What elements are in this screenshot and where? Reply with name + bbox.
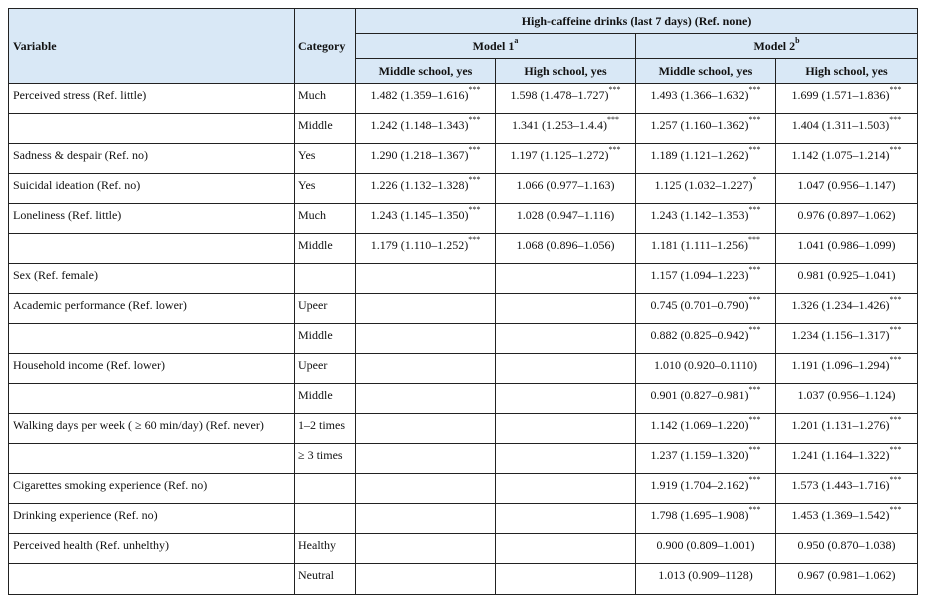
cell-value: 0.901 (0.827–0.981) (650, 388, 749, 402)
cell-m1-hs (496, 324, 636, 354)
cell-value: 1.243 (1.142–1.353) (650, 208, 749, 222)
table-row (9, 354, 918, 384)
cell-category: Middle (295, 114, 356, 144)
cell-m2-hs (776, 564, 918, 595)
cell-m1-hs (496, 144, 636, 174)
cell-m2-hs (776, 234, 918, 264)
significance-marker: *** (748, 205, 761, 214)
significance-marker: *** (748, 505, 761, 514)
cell-m1-hs (496, 114, 636, 144)
cell-m2-ms (636, 114, 776, 144)
cell-variable (9, 324, 295, 354)
cell-m1-hs (496, 354, 636, 384)
significance-marker: *** (748, 235, 761, 244)
cell-m1-hs (496, 174, 636, 204)
cell-value: 1.066 (0.977–1.163) (516, 178, 615, 192)
cell-value: 1.257 (1.160–1.362) (650, 118, 749, 132)
cell-value: 1.482 (1.359–1.616) (370, 88, 469, 102)
cell-m2-ms (636, 174, 776, 204)
cell-m2-ms (636, 534, 776, 564)
cell-category: Middle (295, 324, 356, 354)
cell-value: 1.013 (0.909–1128) (658, 568, 753, 582)
cell-m2-ms (636, 234, 776, 264)
header-variable: Variable (9, 9, 295, 84)
cell-value: 1.226 (1.132–1.328) (370, 178, 469, 192)
header-category: Category (295, 9, 356, 84)
cell-m2-ms (636, 294, 776, 324)
cell-variable (9, 564, 295, 595)
cell-category: Yes (295, 144, 356, 174)
cell-m1-ms (356, 114, 496, 144)
cell-m1-hs (496, 234, 636, 264)
significance-marker: *** (889, 445, 902, 454)
cell-category: Neutral (295, 564, 356, 595)
header-outcome: High-caffeine drinks (last 7 days) (Ref. none) (356, 9, 918, 34)
cell-m2-hs (776, 444, 918, 474)
significance-marker: *** (607, 115, 619, 124)
significance-marker: *** (468, 85, 481, 94)
cell-m2-hs (776, 174, 918, 204)
cell-category: Healthy (295, 534, 356, 564)
cell-m2-hs (776, 324, 918, 354)
cell-category: Upeer (295, 294, 356, 324)
cell-value: 0.967 (0.981–1.062) (797, 568, 896, 582)
cell-variable: Loneliness (Ref. little) (9, 204, 295, 234)
header-m1-middle-school: Middle school, yes (356, 59, 496, 84)
cell-m1-hs (496, 84, 636, 114)
significance-marker: *** (468, 235, 481, 244)
cell-m1-hs (496, 294, 636, 324)
table-header (9, 9, 918, 84)
header-m2-high-school: High school, yes (776, 59, 918, 84)
significance-marker: *** (748, 145, 761, 154)
cell-value: 0.981 (0.925–1.041) (797, 268, 896, 282)
cell-value: 0.976 (0.897–1.062) (797, 208, 896, 222)
cell-m1-ms (356, 264, 496, 294)
significance-marker: *** (608, 145, 621, 154)
cell-m2-ms (636, 474, 776, 504)
header-model-2-label: Model 2 (753, 38, 796, 53)
cell-m2-ms (636, 444, 776, 474)
significance-marker: *** (748, 445, 761, 454)
cell-value: 1.047 (0.956–1.147) (797, 178, 896, 192)
table-row (9, 174, 918, 204)
cell-m1-ms (356, 294, 496, 324)
cell-value: 1.234 (1.156–1.317) (791, 328, 890, 342)
cell-value: 1.493 (1.366–1.632) (650, 88, 749, 102)
significance-marker: *** (748, 265, 761, 274)
significance-marker: *** (748, 385, 761, 394)
cell-value: 1.142 (1.075–1.214) (791, 148, 890, 162)
significance-marker: *** (468, 205, 481, 214)
header-model-1-label: Model 1 (472, 38, 515, 53)
significance-marker: *** (468, 175, 481, 184)
cell-category: Upeer (295, 354, 356, 384)
table-row (9, 444, 918, 474)
significance-marker: *** (889, 115, 902, 124)
cell-m1-ms (356, 174, 496, 204)
table-row (9, 564, 918, 595)
significance-marker: *** (748, 325, 761, 334)
cell-value: 1.242 (1.148–1.343) (370, 118, 469, 132)
cell-m2-ms (636, 324, 776, 354)
cell-m1-hs (496, 264, 636, 294)
cell-category: Much (295, 204, 356, 234)
cell-value: 1.241 (1.164–1.322) (791, 448, 890, 462)
cell-m2-ms (636, 384, 776, 414)
cell-m1-hs (496, 474, 636, 504)
cell-m1-ms (356, 384, 496, 414)
cell-category (295, 504, 356, 534)
cell-variable: Cigarettes smoking experience (Ref. no) (9, 474, 295, 504)
significance-marker: *** (748, 85, 761, 94)
cell-m2-hs (776, 204, 918, 234)
cell-m2-ms (636, 144, 776, 174)
cell-category: Much (295, 84, 356, 114)
cell-value: 1.699 (1.571–1.836) (791, 88, 890, 102)
cell-value: 0.950 (0.870–1.038) (797, 538, 896, 552)
cell-value: 1.142 (1.069–1.220) (650, 418, 749, 432)
cell-variable: Household income (Ref. lower) (9, 354, 295, 384)
cell-variable (9, 444, 295, 474)
cell-value: 1.341 (1.253–1.4.4) (512, 118, 607, 132)
significance-marker: *** (748, 415, 761, 424)
table-row (9, 84, 918, 114)
cell-value: 1.243 (1.145–1.350) (370, 208, 469, 222)
table-row (9, 144, 918, 174)
table-row (9, 414, 918, 444)
table-row (9, 384, 918, 414)
cell-m2-hs (776, 84, 918, 114)
cell-m1-hs (496, 504, 636, 534)
cell-m2-hs (776, 384, 918, 414)
cell-m2-hs (776, 474, 918, 504)
cell-value: 0.745 (0.701–0.790) (650, 298, 749, 312)
cell-variable: Suicidal ideation (Ref. no) (9, 174, 295, 204)
cell-variable: Sex (Ref. female) (9, 264, 295, 294)
table-row (9, 324, 918, 354)
cell-m2-ms (636, 264, 776, 294)
cell-value: 1.573 (1.443–1.716) (791, 478, 890, 492)
significance-marker: *** (889, 415, 902, 424)
cell-m2-ms (636, 84, 776, 114)
significance-marker: *** (889, 355, 902, 364)
cell-m1-ms (356, 84, 496, 114)
significance-marker: *** (889, 295, 902, 304)
cell-m2-ms (636, 414, 776, 444)
table-row (9, 534, 918, 564)
cell-value: 1.037 (0.956–1.124) (797, 388, 896, 402)
table-row (9, 204, 918, 234)
cell-variable: Perceived stress (Ref. little) (9, 84, 295, 114)
cell-m1-ms (356, 564, 496, 595)
table-body (9, 84, 918, 595)
cell-value: 1.326 (1.234–1.426) (791, 298, 890, 312)
results-table-container (8, 8, 918, 595)
significance-marker: *** (468, 145, 481, 154)
significance-marker: *** (889, 505, 902, 514)
cell-category (295, 264, 356, 294)
cell-m1-ms (356, 414, 496, 444)
cell-m1-hs (496, 384, 636, 414)
cell-m2-hs (776, 534, 918, 564)
cell-category: Yes (295, 174, 356, 204)
cell-m2-hs (776, 414, 918, 444)
cell-value: 1.237 (1.159–1.320) (650, 448, 749, 462)
cell-m2-ms (636, 204, 776, 234)
cell-m1-ms (356, 324, 496, 354)
cell-value: 1.068 (0.896–1.056) (516, 238, 615, 252)
cell-m2-ms (636, 354, 776, 384)
cell-m2-hs (776, 354, 918, 384)
table-row (9, 294, 918, 324)
header-model-1-footnote: a (514, 35, 519, 45)
cell-value: 1.028 (0.947–1.116) (516, 208, 615, 222)
cell-m2-hs (776, 294, 918, 324)
cell-m1-ms (356, 534, 496, 564)
cell-value: 1.290 (1.218–1.367) (370, 148, 469, 162)
table-row (9, 264, 918, 294)
significance-marker: * (752, 175, 757, 184)
significance-marker: *** (889, 325, 902, 334)
cell-value: 0.882 (0.825–0.942) (650, 328, 749, 342)
cell-m2-ms (636, 564, 776, 595)
table-row (9, 504, 918, 534)
significance-marker: *** (889, 475, 902, 484)
significance-marker: *** (748, 295, 761, 304)
significance-marker: *** (748, 115, 761, 124)
table-row (9, 114, 918, 144)
header-m2-middle-school: Middle school, yes (636, 59, 776, 84)
cell-m2-hs (776, 114, 918, 144)
cell-m2-hs (776, 144, 918, 174)
cell-value: 1.157 (1.094–1.223) (650, 268, 749, 282)
cell-m1-hs (496, 414, 636, 444)
cell-variable: Drinking experience (Ref. no) (9, 504, 295, 534)
cell-m1-hs (496, 564, 636, 595)
cell-variable: Academic performance (Ref. lower) (9, 294, 295, 324)
cell-variable: Sadness & despair (Ref. no) (9, 144, 295, 174)
cell-category: Middle (295, 234, 356, 264)
cell-value: 1.041 (0.986–1.099) (797, 238, 896, 252)
cell-m1-hs (496, 534, 636, 564)
header-model-2 (636, 34, 918, 59)
cell-value: 1.453 (1.369–1.542) (791, 508, 890, 522)
cell-m1-ms (356, 474, 496, 504)
table-row (9, 474, 918, 504)
cell-value: 1.179 (1.110–1.252) (370, 238, 469, 252)
significance-marker: *** (748, 475, 761, 484)
cell-variable (9, 234, 295, 264)
significance-marker: *** (889, 85, 902, 94)
cell-value: 1.189 (1.121–1.262) (650, 148, 749, 162)
cell-value: 0.900 (0.809–1.001) (656, 538, 755, 552)
cell-variable (9, 384, 295, 414)
cell-category (295, 474, 356, 504)
cell-m1-hs (496, 204, 636, 234)
header-m1-high-school: High school, yes (496, 59, 636, 84)
cell-value: 1.191 (1.096–1.294) (791, 358, 890, 372)
cell-value: 1.197 (1.125–1.272) (510, 148, 609, 162)
cell-variable (9, 114, 295, 144)
cell-m2-ms (636, 504, 776, 534)
cell-m1-ms (356, 144, 496, 174)
cell-m1-ms (356, 444, 496, 474)
significance-marker: *** (889, 145, 902, 154)
cell-m2-hs (776, 504, 918, 534)
cell-m1-ms (356, 204, 496, 234)
cell-value: 1.010 (0.920–0.1110) (653, 358, 758, 372)
cell-value: 1.919 (1.704–2.162) (650, 478, 749, 492)
table-row (9, 234, 918, 264)
cell-value: 1.125 (1.032–1.227) (654, 178, 753, 192)
cell-category: ≥ 3 times (295, 444, 356, 474)
cell-m1-ms (356, 504, 496, 534)
cell-m1-ms (356, 354, 496, 384)
cell-value: 1.598 (1.478–1.727) (510, 88, 609, 102)
cell-m1-hs (496, 444, 636, 474)
cell-m1-ms (356, 234, 496, 264)
significance-marker: *** (468, 115, 481, 124)
cell-category: Middle (295, 384, 356, 414)
significance-marker: *** (608, 85, 621, 94)
cell-value: 1.404 (1.311–1.503) (791, 118, 890, 132)
cell-variable: Walking days per week ( ≥ 60 min/day) (Ref. never) (9, 414, 295, 444)
cell-m2-hs (776, 264, 918, 294)
cell-category: 1–2 times (295, 414, 356, 444)
cell-variable: Perceived health (Ref. unhelthy) (9, 534, 295, 564)
cell-value: 1.201 (1.131–1.276) (791, 418, 890, 432)
results-table (8, 8, 918, 595)
header-model-2-footnote: b (795, 35, 800, 45)
cell-value: 1.798 (1.695–1.908) (650, 508, 749, 522)
header-model-1 (356, 34, 636, 59)
cell-value: 1.181 (1.111–1.256) (650, 238, 749, 252)
